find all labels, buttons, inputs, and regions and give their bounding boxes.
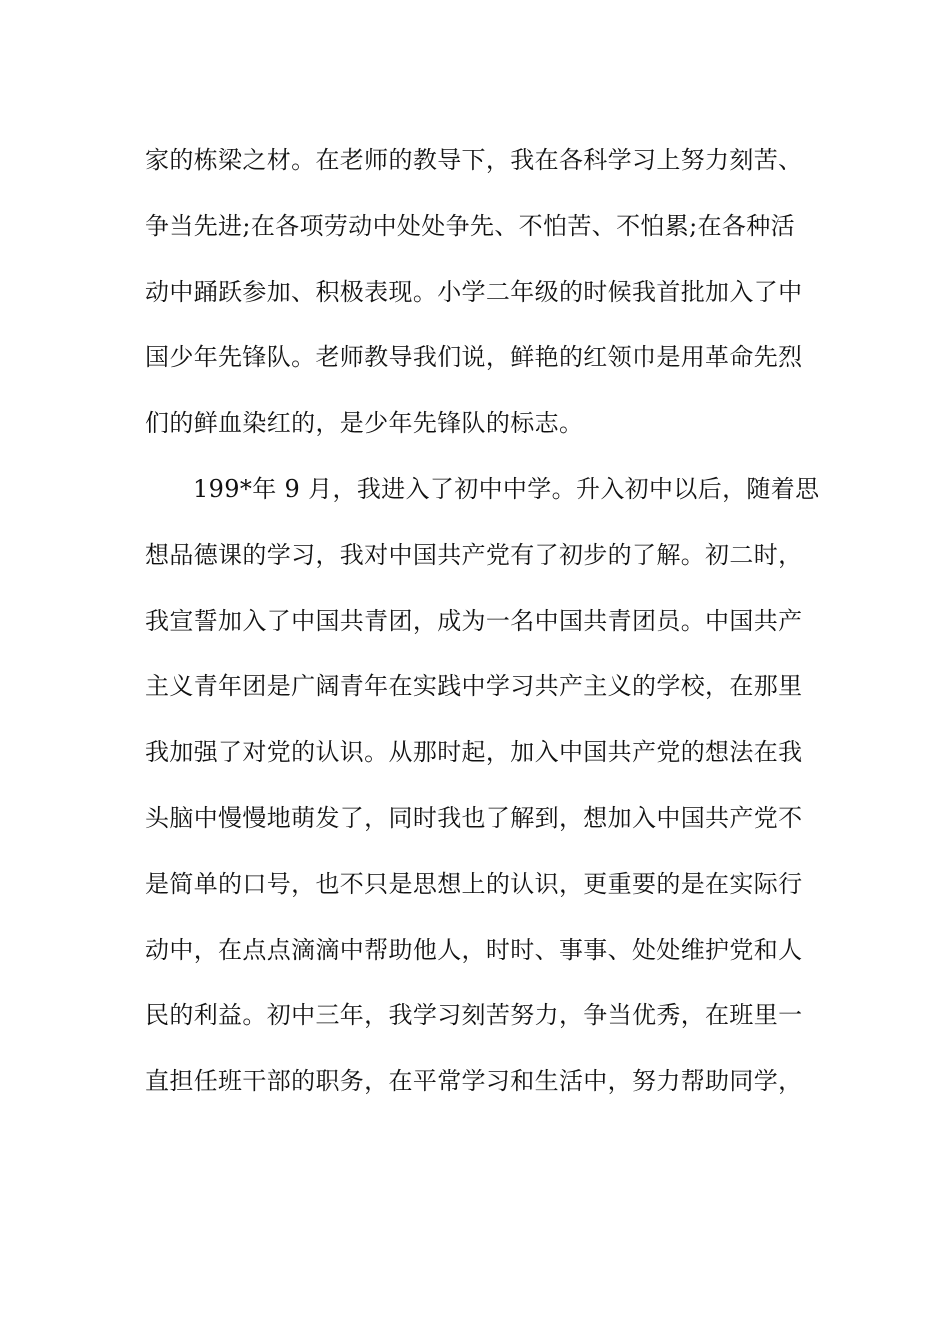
text-line: 民的利益。初中三年，我学习刻苦努力，争当优秀，在班里一 xyxy=(145,1001,803,1030)
paragraph-start-line: 199*年 9 月，我进入了初中中学。升入初中以后，随着思 xyxy=(193,474,820,503)
text-line: 想品德课的学习，我对中国共产党有了初步的了解。初二时， xyxy=(145,540,803,569)
text-line: 我宣誓加入了中国共青团，成为一名中国共青团员。中国共产 xyxy=(145,606,803,635)
text-line: 争当先进;在各项劳动中处处争先、不怕苦、不怕累;在各种活 xyxy=(145,211,795,240)
text-line: 头脑中慢慢地萌发了，同时我也了解到，想加入中国共产党不 xyxy=(145,803,803,832)
body-text xyxy=(145,128,820,1115)
text-line: 动中，在点点滴滴中帮助他人，时时、事事、处处维护党和人 xyxy=(145,935,803,964)
text-line: 主义青年团是广阔青年在实践中学习共产主义的学校，在那里 xyxy=(145,672,803,701)
text-line: 是简单的口号，也不只是思想上的认识，更重要的是在实际行 xyxy=(145,869,803,898)
text-line: 动中踊跃参加、积极表现。小学二年级的时候我首批加入了中 xyxy=(145,277,803,306)
text-line: 家的栋梁之材。在老师的教导下，我在各科学习上努力刻苦、 xyxy=(145,146,803,174)
text-line: 们的鲜血染红的，是少年先锋队的标志。 xyxy=(145,409,584,438)
text-line: 国少年先锋队。老师教导我们说，鲜艳的红领巾是用革命先烈 xyxy=(145,343,803,372)
text-line: 我加强了对党的认识。从那时起，加入中国共产党的想法在我 xyxy=(145,738,803,767)
text-line: 直担任班干部的职务，在平常学习和生活中，努力帮助同学， xyxy=(145,1067,803,1096)
